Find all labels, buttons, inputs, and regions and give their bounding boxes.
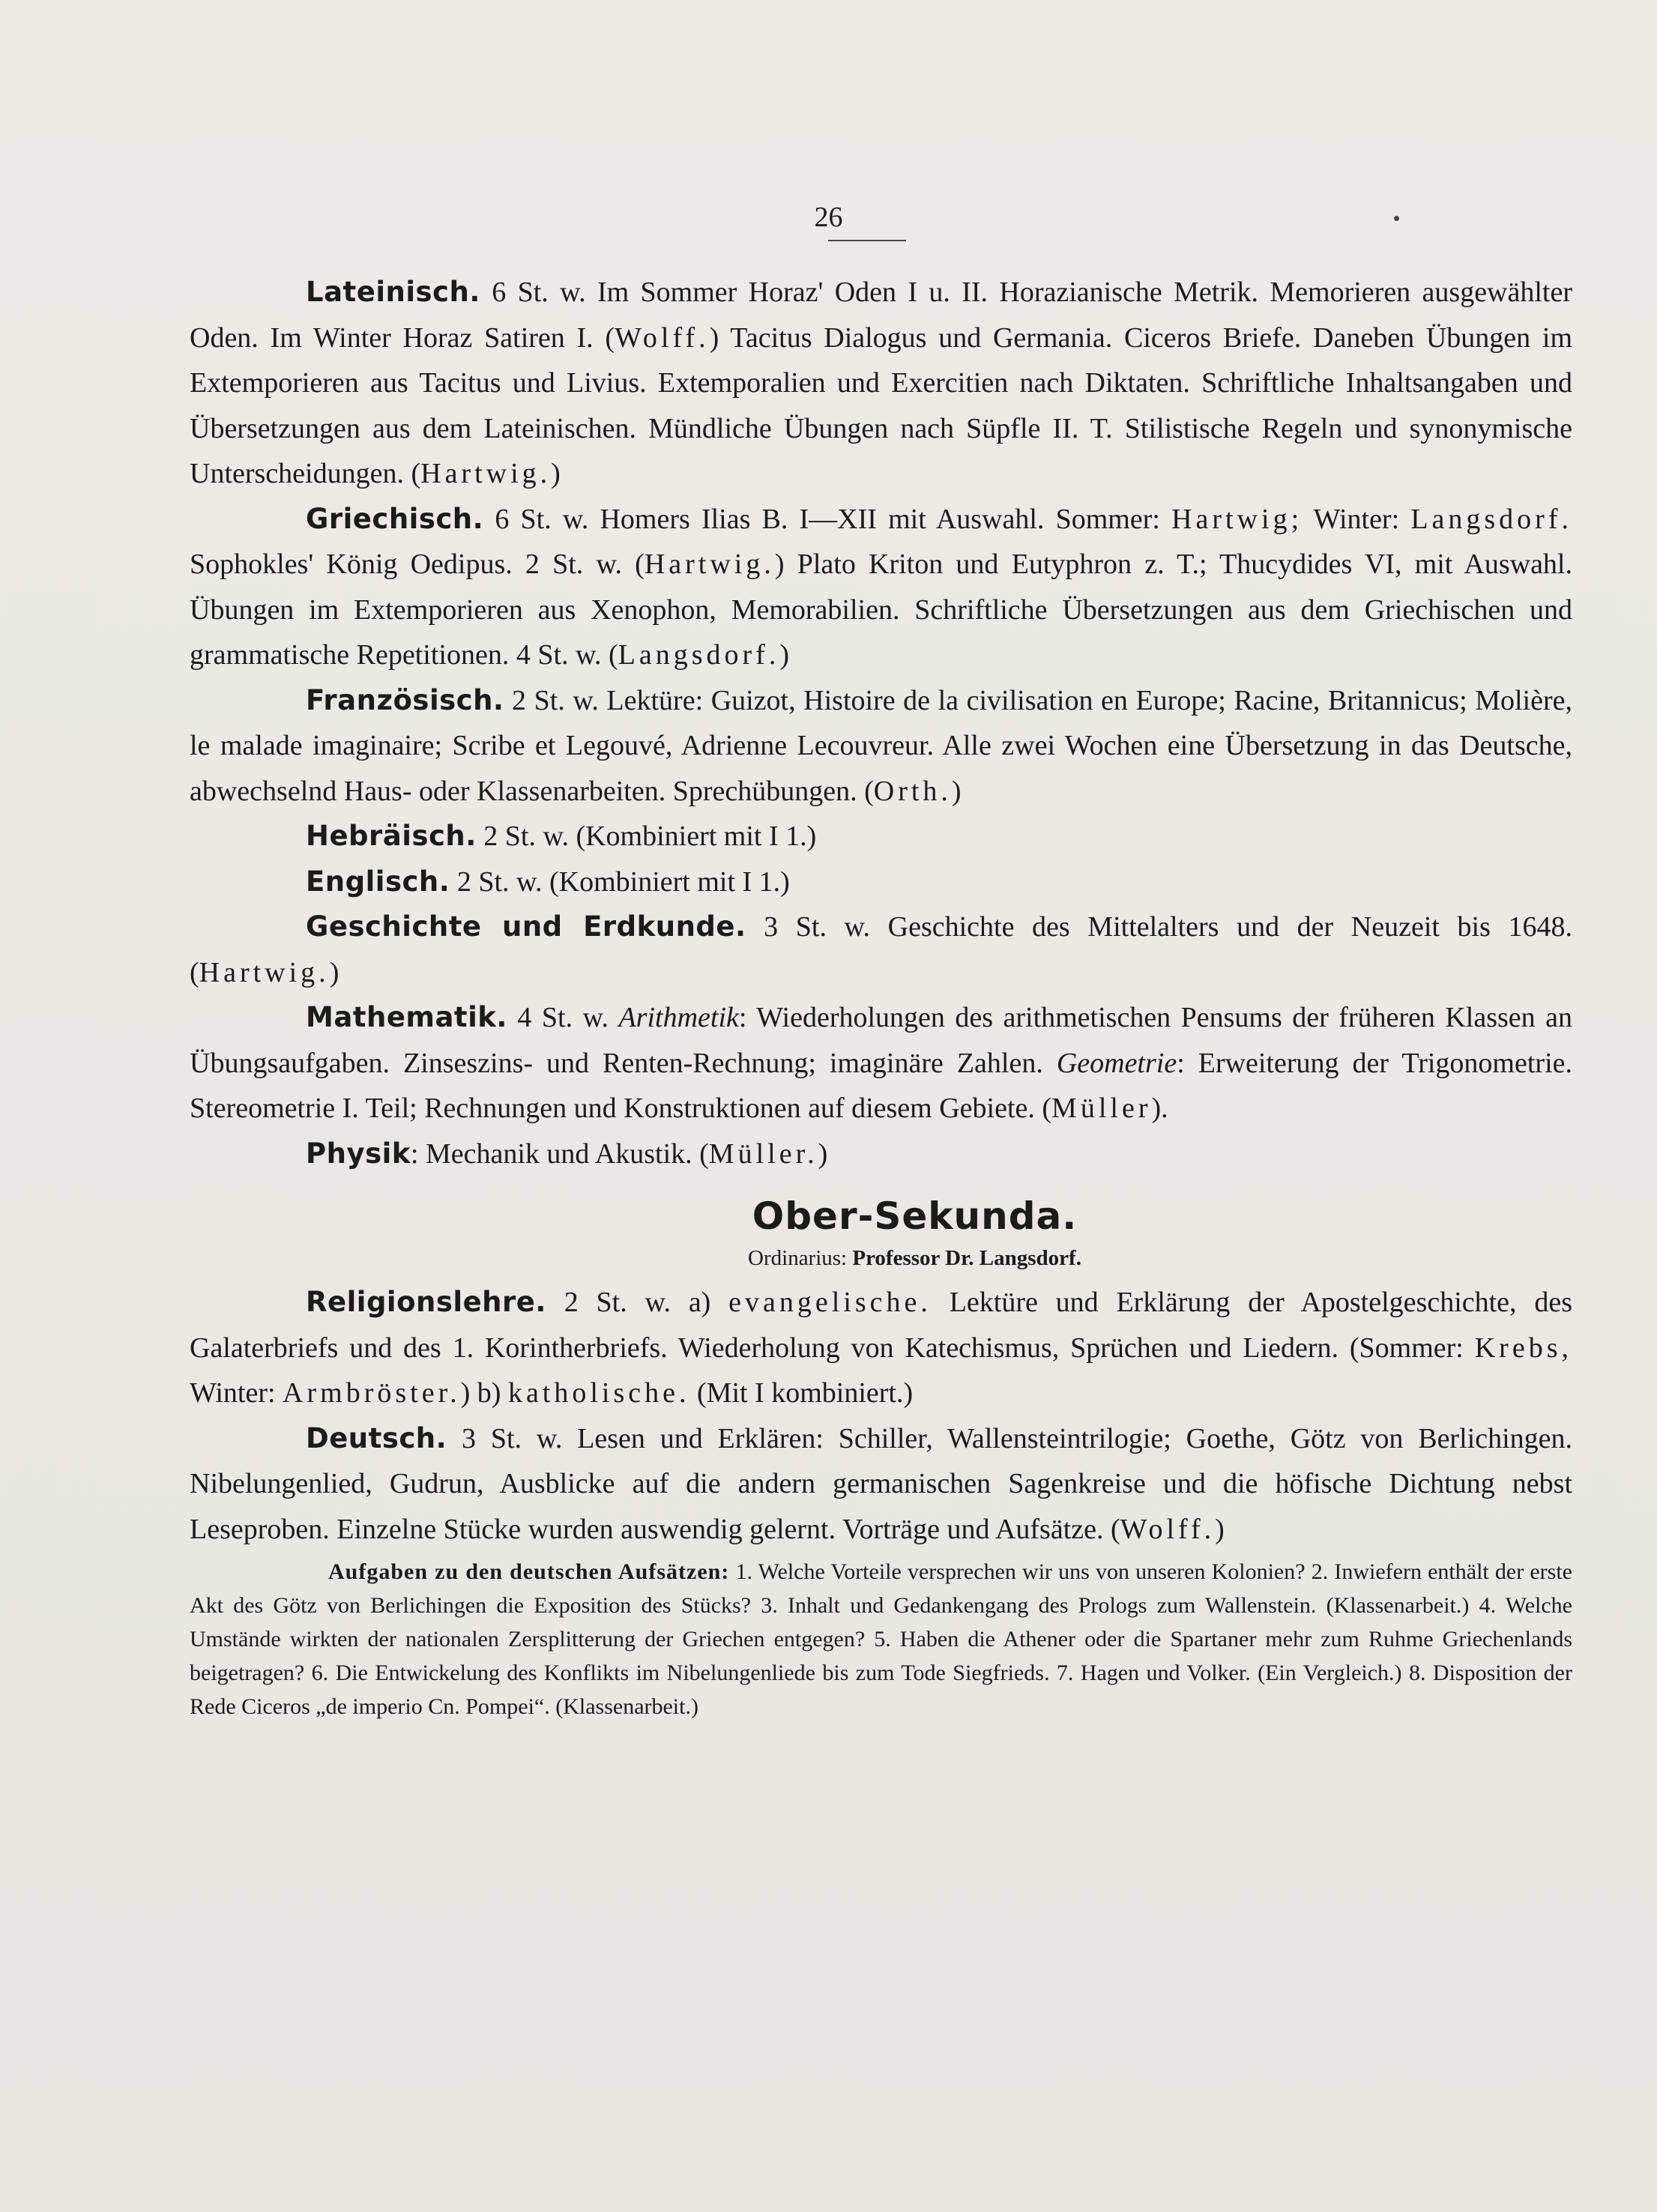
- heading-franzoesisch: Französisch.: [306, 683, 504, 716]
- teacher-name: Müller.: [708, 1137, 818, 1170]
- heading-hebraeisch: Hebräisch.: [306, 820, 477, 852]
- text: Winter:: [1303, 503, 1411, 535]
- text: 3 St. w. Lesen und Erklären: Schiller, Wallensteintrilogie; Goethe, Götz von Berlichingen. Nibelungenlied, Gudrun, Ausblicke auf die andern germanischen Sagenkreise und die höfische Dichtung nebst Leseproben. Einzelne Stücke wurden auswendig gelernt. Vorträge und Aufsätze. (: [190, 1422, 1572, 1545]
- teacher-name: Wolff.: [615, 321, 710, 354]
- text: 2 St. w. (Kombiniert mit I 1.): [450, 865, 790, 898]
- denomination: katholische.: [507, 1377, 690, 1409]
- aufgaben-heading: Aufgaben zu den deutschen Aufsätzen:: [328, 1559, 730, 1584]
- heading-physik: Physik: [306, 1137, 411, 1170]
- teacher-name: Wolff.: [1120, 1513, 1216, 1545]
- section-deutsch: [190, 1416, 1572, 1553]
- text: ) Tacitus Dialogus und Germania. Ciceros Briefe. Daneben Übungen im Extemporieren aus Tacitus und Livius. Extemporalien und Exercitien nach Diktaten. Schriftliche Inhaltsangaben und Übersetzungen aus dem Lateinischen. Mündliche Übungen nach Süpfle II. T. Stilistische Regeln und synonymische Unterscheidungen. (: [190, 321, 1572, 489]
- text: ): [951, 775, 962, 807]
- section-physik: [190, 1131, 1572, 1177]
- text: ): [818, 1137, 828, 1170]
- content: [190, 270, 1572, 1746]
- text: (Mit I kombiniert.): [689, 1377, 914, 1409]
- text: Lektüre und Erklärung der Apostelgeschichte, des Galaterbriefs und des 1. Korintherbriefs. Wiederholung von Katechismus, Sprüchen und Liedern. (Sommer:: [190, 1287, 1572, 1364]
- text: : Mechanik und Akustik. (: [410, 1137, 709, 1170]
- class-title: Ober-Sekunda.: [752, 1194, 1078, 1238]
- teacher-name: Orth.: [873, 775, 952, 807]
- teacher-name: Hartwig;: [1171, 503, 1303, 535]
- heading-griechisch: Griechisch.: [306, 502, 484, 535]
- heading-englisch: Englisch.: [306, 865, 450, 898]
- teacher-name: Hartwig.: [199, 956, 330, 988]
- heading-geschichte: Geschichte und Erdkunde.: [306, 910, 746, 943]
- text: 6 St. w. Im Sommer Horaz' Oden I u. II. Horazianische Metrik. Memorieren ausgewählter Oden. Im Winter Horaz Satiren I. (: [190, 276, 1572, 354]
- section-franzoesisch: [190, 678, 1572, 815]
- heading-mathematik: Mathematik.: [306, 1001, 507, 1033]
- aufgaben-text: 1. Welche Vorteile versprechen wir uns von unseren Kolonien? 2. Inwiefern enthält der erste Akt des Götz von Berlichingen die Exposition des Stücks? 3. Inhalt und Gedankengang des Prologs zum Wallenstein. (Klassenarbeit.) 4. Welche Umstände wirkten der nationalen Zersplitterung der Griechen entgegen? 5. Haben die Athener oder die Spartaner mehr zum Ruhme Griechenlands beigetragen? 6. Die Entwickelung des Konflikts im Nibelungenliede bis zum Tode Siegfrieds. 7. Hagen und Volker. (Ein Vergleich.) 8. Disposition der Rede Ciceros „de imperio Cn. Pompei“. (Klassenarbeit.): [190, 1559, 1572, 1719]
- teacher-name: Hartwig.: [644, 549, 775, 580]
- text: Winter:: [190, 1377, 283, 1409]
- text: Sophokles' König Oedipus. 2 St. w. (: [190, 549, 645, 580]
- section-religionslehre: [190, 1280, 1572, 1416]
- section-mathematik: [190, 995, 1572, 1131]
- page-number-rule: [828, 240, 906, 241]
- text: ): [779, 639, 789, 671]
- section-geschichte: [190, 904, 1572, 995]
- ordinarius-name: Professor Dr. Langsdorf.: [852, 1246, 1081, 1270]
- text: ): [551, 458, 561, 489]
- text: ) b): [460, 1377, 508, 1409]
- teacher-name: Langsdorf.: [1410, 503, 1572, 535]
- denomination: evangelische.: [728, 1287, 932, 1318]
- subtopic-arithmetik: Arithmetik: [618, 1002, 739, 1033]
- text: 4 St. w.: [507, 1002, 619, 1033]
- aufgaben-paragraph: [190, 1555, 1572, 1723]
- text: : Erweiterung der Trigonometrie. Stereometrie I. Teil; Rechnungen und Konstruktionen auf diesem Gebiete. (: [190, 1047, 1572, 1124]
- heading-deutsch: Deutsch.: [306, 1421, 447, 1454]
- teacher-name: Langsdorf.: [618, 639, 780, 671]
- text: 6 St. w. Homers Ilias B. I—XII mit Auswahl. Sommer:: [483, 503, 1172, 535]
- ordinarius-line: [190, 1239, 1572, 1277]
- text: ): [329, 956, 339, 988]
- section-englisch: [190, 859, 1572, 905]
- teacher-name: Müller: [1051, 1093, 1152, 1124]
- heading-lateinisch: Lateinisch.: [306, 276, 480, 308]
- text: ): [1215, 1513, 1225, 1545]
- teacher-name: Armbröster.: [283, 1377, 461, 1409]
- text: ).: [1151, 1093, 1168, 1124]
- text: 2 St. w. a): [546, 1287, 729, 1318]
- teacher-name: Hartwig.: [420, 458, 552, 489]
- section-hebraeisch: [190, 814, 1572, 859]
- teacher-name: Krebs,: [1474, 1332, 1572, 1364]
- section-lateinisch: [190, 270, 1572, 497]
- text: 2 St. w. (Kombiniert mit I 1.): [476, 821, 817, 852]
- text: : Wiederholungen des arithmetischen Pensums der früheren Klassen an Übungsaufgaben. Zinseszins- und Renten-Rechnung; imaginäre Zahlen.: [190, 1002, 1572, 1079]
- text: 2 St. w. Lektüre: Guizot, Histoire de la civilisation en Europe; Racine, Britannicus; Molière, le malade imaginaire; Scribe et Legouvé, Adrienne Lecouvreur. Alle zwei Wochen eine Übersetzung in das Deutsche, abwechselnd Haus- oder Klassenarbeiten. Sprechübungen. (: [190, 684, 1572, 807]
- text: ) Plato Kriton und Eutyphron z. T.; Thucydides VI, mit Auswahl. Übungen im Extemporieren aus Xenophon, Memorabilien. Schriftliche Übersetzungen aus dem Griechischen und grammatische Repetitionen. 4 St. w. (: [190, 549, 1572, 671]
- subtopic-geometrie: Geometrie: [1056, 1047, 1177, 1079]
- text: 3 St. w. Geschichte des Mittelalters und der Neuzeit bis 1648. (: [190, 911, 1573, 988]
- page-number: 26: [814, 202, 843, 233]
- section-griechisch: [190, 497, 1572, 678]
- heading-religionslehre: Religionslehre.: [306, 1286, 546, 1318]
- speck-dot: [1394, 216, 1399, 221]
- ordinarius-label: Ordinarius:: [748, 1246, 853, 1270]
